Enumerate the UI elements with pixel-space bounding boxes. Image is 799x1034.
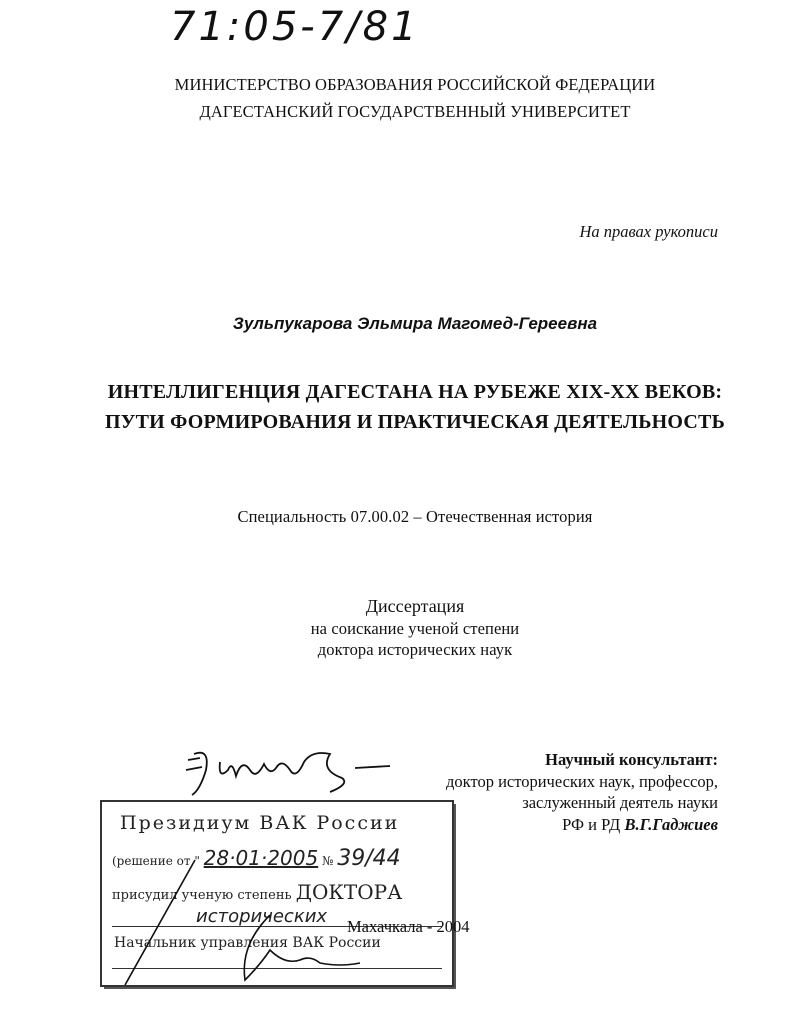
stamp-signature: [110, 855, 380, 990]
dissertation-title-line-1: ИНТЕЛЛИГЕНЦИЯ ДАГЕСТАНА НА РУБЕЖЕ XIX-XX ВЕКОВ:: [107, 381, 723, 403]
speciality: Специальность 07.00.02 – Отечественная история: [237, 507, 593, 526]
consultant-line-1: доктор исторических наук, профессор,: [446, 772, 718, 791]
stamp-degree: ДОКТОРА: [295, 880, 403, 904]
author-name: Зульпукарова Эльмира Магомед-Гереевна: [232, 314, 598, 333]
stamp-line-3: присудил ученую степень ДОКТОРА: [112, 880, 403, 904]
consultant-name: В.Г.Гаджиев: [624, 815, 718, 834]
consultant-affiliation: РФ и РД: [562, 815, 621, 834]
place-year: Махачкала - 2004: [347, 917, 470, 936]
archive-number: 71:05-7/81: [170, 4, 420, 50]
stamp-date: 28·01·2005: [203, 846, 319, 870]
consultant-label: Научный консультант:: [545, 750, 718, 769]
author-signature: [180, 740, 400, 800]
stamp-line-2: (решение от " 28·01·2005 № 39/44: [112, 846, 401, 871]
stamp-number: 39/44: [337, 846, 401, 871]
stamp-field: исторических: [196, 906, 328, 927]
stamp-line-5: Начальник управления ВАК России: [114, 935, 381, 951]
dissertation-heading: Диссертация: [365, 596, 465, 616]
manuscript-rights: На правах рукописи: [579, 222, 718, 241]
ministry-heading: МИНИСТЕРСТВО ОБРАЗОВАНИЯ РОССИЙСКОЙ ФЕДЕРАЦИИ: [174, 75, 656, 94]
consultant-line-2: заслуженный деятель науки: [522, 793, 718, 812]
stamp-line-1: Президиум ВАК России: [120, 812, 400, 834]
degree-line-1: на соискание ученой степени: [310, 619, 520, 638]
consultant-line-3: [562, 815, 718, 835]
dissertation-title-line-2: ПУТИ ФОРМИРОВАНИЯ И ПРАКТИЧЕСКАЯ ДЕЯТЕЛЬНОСТЬ: [104, 411, 726, 433]
degree-line-2: доктора исторических наук: [317, 640, 513, 659]
university-heading: ДАГЕСТАНСКИЙ ГОСУДАРСТВЕННЫЙ УНИВЕРСИТЕТ: [199, 102, 631, 121]
